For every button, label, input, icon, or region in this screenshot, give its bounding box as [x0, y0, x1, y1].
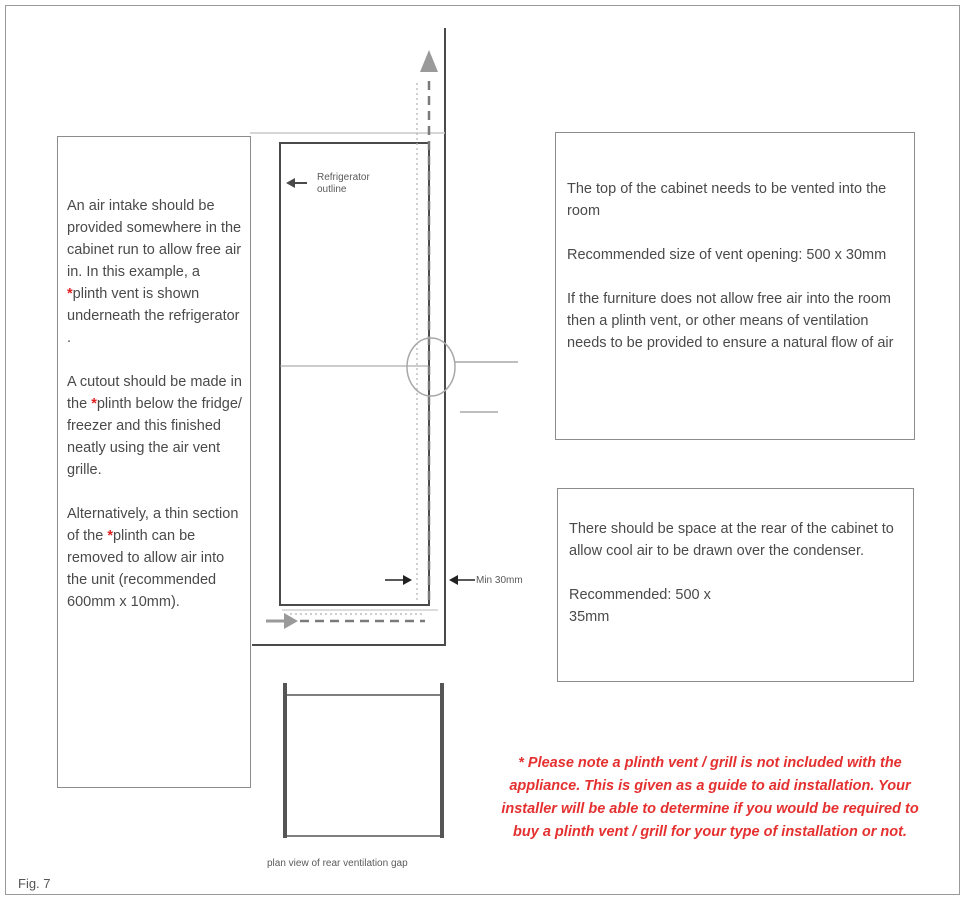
- min-gap-arrow-left: [403, 575, 412, 585]
- plan-view-label: plan view of rear ventilation gap: [267, 858, 408, 869]
- alternative-paragraph: Alternatively, a thin section of the *plinth can be removed to allow air into the unit (recommended 600mm x 10mm).: [67, 506, 239, 610]
- ventilation-paragraph: If the furniture does not allow free air into the room then a plinth vent, or other means of ventilation needs to be provided to ensure a natural flow of air: [567, 291, 894, 351]
- airflow-up-arrow: [420, 50, 438, 72]
- refrigerator-outline-label: Refrigerator outline: [317, 172, 370, 195]
- min-30mm-label: Min 30mm: [476, 575, 523, 586]
- top-vent-box: [555, 132, 915, 440]
- plinth-vent-note: * Please note a plinth vent / grill is not included with the appliance. This is given as a guide to aid installation. Your installer will be able to determine if you would be required to buy a plinth vent / grill for your type of installation or not.: [501, 755, 919, 840]
- min-gap-arrow-right: [449, 575, 458, 585]
- top-vent-paragraph: The top of the cabinet needs to be vented into the room: [567, 181, 887, 219]
- airflow-right-arrow: [284, 613, 298, 629]
- cutout-paragraph: A cutout should be made in the *plinth below the fridge/ freezer and this finished neatly using the air vent grille.: [67, 374, 242, 478]
- recommended-paragraph: Recommended: 500 x 35mm: [569, 587, 711, 625]
- rear-gap-highlight: [407, 338, 455, 396]
- rear-space-paragraph: There should be space at the rear of the cabinet to allow cool air to be drawn over the condenser.: [569, 521, 894, 559]
- left-info-box: [57, 136, 251, 788]
- refrigerator-outline: [280, 143, 429, 605]
- rear-space-box: [557, 488, 914, 682]
- outline-pointer-arrow: [286, 178, 295, 188]
- vent-size-paragraph: Recommended size of vent opening: 500 x 30mm: [567, 247, 887, 263]
- air-intake-paragraph: An air intake should be provided somewhere in the cabinet run to allow free air in. In this example, a *plinth vent is shown underneath the refrigerator .: [67, 198, 242, 346]
- figure-number: Fig. 7: [18, 876, 51, 891]
